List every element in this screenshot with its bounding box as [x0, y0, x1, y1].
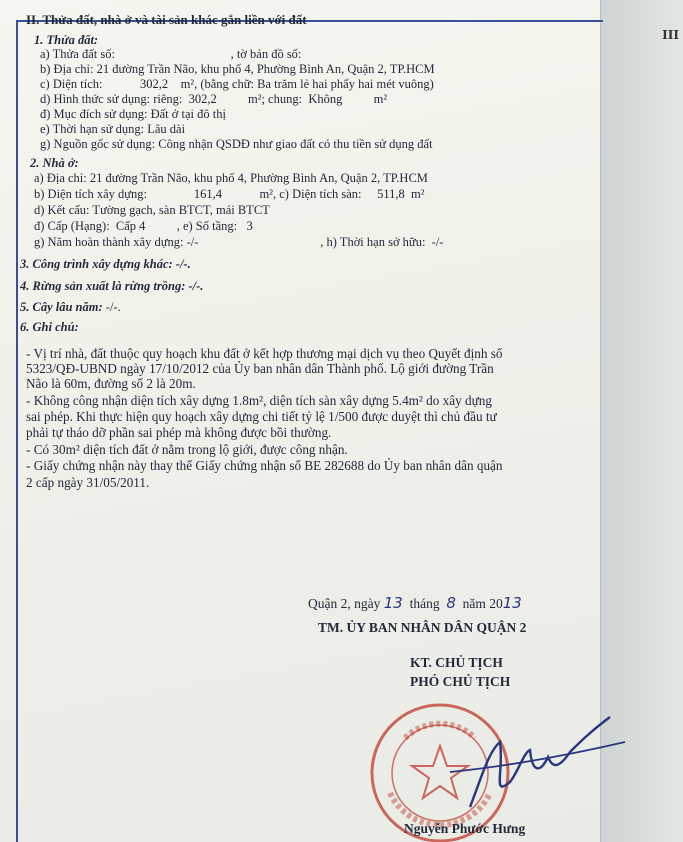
floor-unit: m² [411, 187, 425, 201]
signer-name: Nguyễn Phước Hưng [404, 821, 526, 836]
trees-value: -/-. [105, 300, 121, 314]
use-common: Không [308, 92, 343, 106]
signature-icon [440, 712, 630, 822]
year-label: năm 20 [462, 596, 503, 611]
month-handwritten: 8 [446, 594, 456, 612]
land-area-row [40, 77, 434, 91]
stories-value: 3 [246, 219, 253, 233]
note-line: Não là 60m, đường số 2 là 20m. [26, 376, 196, 391]
use-private: 302,2 [188, 92, 217, 106]
note-line: - Không công nhận diện tích xây dựng 1.8m², diện tích sàn xây dựng 5.4m² do xây dựng [26, 393, 492, 408]
floor-value: 511,8 [377, 187, 405, 201]
land-heading: 1. Thửa đất: [34, 33, 99, 47]
page-marker: III [662, 28, 679, 42]
use-unit: m² [373, 92, 388, 106]
year-label: g) Năm hoàn thành xây dựng: -/- [34, 235, 199, 249]
map-label: , tờ bản đồ số: [230, 47, 302, 61]
month-label: tháng [409, 596, 440, 611]
note-line: 2 cấp ngày 31/05/2011. [26, 475, 150, 490]
deputy-line: KT. CHỦ TỊCH [410, 655, 503, 670]
house-grade-row [34, 219, 253, 233]
house-year-row [34, 235, 443, 249]
land-lot-row [40, 47, 301, 61]
floor-label: m², c) Diện tích sàn: [259, 187, 362, 201]
stories-label: , e) Số tầng: [176, 219, 238, 233]
trees-row [20, 300, 121, 314]
forest: 4. Rừng sản xuất là rừng trồng: -/-. [20, 279, 204, 293]
house-structure: d) Kết cấu: Tường gạch, sàn BTCT, mái BTCT [34, 203, 270, 217]
built-label: b) Diện tích xây dựng: [34, 187, 148, 201]
place-label: Quận 2, ngày [308, 596, 381, 611]
title-line: PHÓ CHỦ TỊCH [410, 674, 511, 689]
note-line: - Vị trí nhà, đất thuộc quy hoạch khu đất ở kết hợp thương mại dịch vụ theo Quyết định số [26, 346, 503, 361]
authority-line: TM. ỦY BAN NHÂN DÂN QUẬN 2 [318, 620, 527, 635]
other-construction: 3. Công trình xây dựng khác: -/-. [20, 257, 191, 271]
land-address: b) Địa chỉ: 21 đường Trần Não, khu phố 4, Phường Bình An, Quận 2, TP.HCM [40, 62, 435, 76]
year-handwritten: 13 [502, 594, 522, 612]
house-heading: 2. Nhà ở: [30, 156, 79, 170]
note-line: phải tự tháo dỡ phần sai phép mà không được bồi thường. [26, 425, 332, 440]
section-title: II. Thửa đất, nhà ở và tài sản khác gắn liền với đất [26, 12, 307, 27]
use-common-label: m²; chung: [247, 92, 303, 106]
note-line: - Giấy chứng nhận này thay thế Giấy chứng nhận số BE 282688 do Ủy ban nhân dân quận [26, 458, 503, 473]
house-address: a) Địa chỉ: 21 đường Trần Não, khu phố 4, Phường Bình An, Quận 2, TP.HCM [34, 171, 428, 185]
lot-label: a) Thửa đất số: [40, 47, 115, 61]
day-handwritten: 13 [383, 594, 403, 612]
trees-label: 5. Cây lâu năm: [20, 300, 103, 314]
area-words: m², (bằng chữ: Ba trăm lẻ hai phẩy hai mét vuông) [180, 77, 434, 91]
note-line: sai phép. Khi thực hiện quy hoạch xây dựng chi tiết tỷ lệ 1/500 được duyệt thì chủ đầu tư [26, 409, 497, 424]
built-value: 161,4 [193, 187, 223, 201]
note-line: - Có 30m² diện tích đất ở nằm trong lộ giới, được công nhận. [26, 442, 348, 457]
land-origin: g) Nguồn gốc sử dụng: Công nhận QSDĐ như giao đất có thu tiền sử dụng đất [40, 137, 433, 151]
notes-heading: 6. Ghi chú: [20, 320, 79, 334]
area-label: c) Diện tích: [40, 77, 103, 91]
land-term: e) Thời hạn sử dụng: Lâu dài [40, 122, 186, 136]
land-purpose: đ) Mục đích sử dụng: Đất ở tại đô thị [40, 107, 226, 121]
land-use-row [40, 92, 387, 106]
use-label: d) Hình thức sử dụng: riêng: [40, 92, 183, 106]
area-value: 302,2 [139, 77, 169, 91]
house-area-row [34, 187, 425, 201]
ownership-label: , h) Thời hạn sở hữu: -/- [320, 235, 444, 249]
grade-label: đ) Cấp (Hạng): Cấp 4 [34, 219, 146, 233]
note-line: 5323/QĐ-UBND ngày 17/10/2012 của Ủy ban nhân dân Thành phố. Lộ giới đường Trần [26, 361, 494, 376]
signing-date [308, 596, 522, 611]
